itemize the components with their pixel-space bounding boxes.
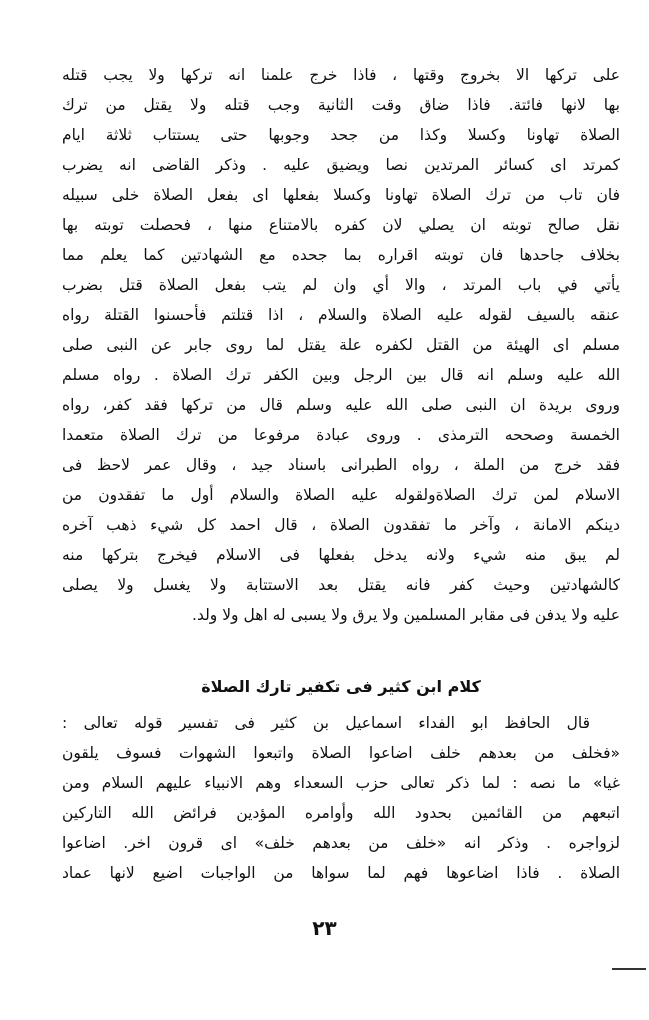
- text-line: عليه ولا يدفن فى مقابر المسلمين ولا يرق ولا يسبى له اهل ولا ولد.: [192, 606, 620, 624]
- text-line: دينكم الامانة ، وآخر ما تفقدون الصلاة ، قال احمد كل شيء ذهب آخره: [62, 516, 620, 534]
- text-line: كمرتد اى كسائر المرتدين نصا ويضيق عليه . وذكر القاضى انه يضرب: [62, 156, 620, 174]
- text-line: الاسلام لمن ترك الصلاةولقوله عليه الصلاة والسلام أول ما تفقدون من: [62, 486, 620, 504]
- text-line: فقد خرج من الملة ، رواه الطبرانى باسناد جيد ، وقال عمر لاحظ فى: [62, 456, 620, 474]
- text-line: الله عليه وسلم انه قال بين الرجل وبين الكفر ترك الصلاة . رواه مسلم: [62, 366, 620, 384]
- text-line: اتبعهم من القائمين بحدود الله وأوامره المؤدين فرائض الله التاركين: [62, 804, 620, 822]
- text-line: بها لانها فائتة. فاذا ضاق وقت الثانية وجب قتله ولا يقتل من ترك: [62, 96, 620, 114]
- text-line: لم يبق منه شيء ولانه يدخل بفعلها فى الاسلام فيخرج بتركها منه: [62, 546, 620, 564]
- text-line: لزواجره . وذكر انه «خلف من بعدهم خلف» اى قرون اخر. اضاعوا: [62, 834, 620, 852]
- text-line: عنقه بالسيف لقوله عليه الصلاة والسلام ، اذا قتلتم فأحسنوا القتلة رواه: [62, 306, 620, 324]
- page-number: ٢٣: [312, 916, 337, 940]
- text-line: الصلاة . فاذا اضاعوها فهم لما سواها من الواجبات اضيع لانها عماد: [62, 864, 620, 882]
- text-line: «فخلف من بعدهم خلف اضاعوا الصلاة واتبعوا الشهوات فسوف يلقون: [62, 744, 620, 762]
- section-heading: كلام ابن كثير فى تكفير تارك الصلاة: [201, 677, 481, 696]
- text-line: مسلم اى الهيئة من القتل لكفره علة يقتل لما روى جابر عن النبى صلى: [62, 336, 620, 354]
- text-line: نقل صالح توبته ان يصلي لان كفره بالامتناع منها ، فحصلت توبته بها: [62, 216, 620, 234]
- text-line: الصلاة تهاونا وكسلا وكذا من جحد وجوبها حتى يستتاب ثلاثة ايام: [62, 126, 620, 144]
- paragraph-ibn-kathir: [62, 708, 620, 888]
- text-line: الخمسة وصححه الترمذى . وروى عبادة مرفوعا من ترك الصلاة متعمدا: [62, 426, 620, 444]
- text-line: يأتي في باب المرتد ، والا أي وان لم يتب بفعل الصلاة قتل بضرب: [62, 276, 620, 294]
- text-line: كالشهادتين وحيث كفر فانه يقتل بعد الاستتابة ولا يغسل ولا يصلى: [62, 576, 620, 594]
- text-line: على تركها الا بخروج وقتها ، فاذا خرج علمنا انه تركها ولا يجب قتله: [62, 66, 620, 84]
- text-line: قال الحافظ ابو الفداء اسماعيل بن كثير فى تفسير قوله تعالى :: [62, 714, 590, 732]
- text-line: فان تاب من ترك الصلاة تهاونا وكسلا بفعلها اى بفعل الصلاة خلى سبيله: [62, 186, 620, 204]
- paragraph-ibn-qudama: [62, 60, 620, 630]
- text-line: غيا» ما نصه : لما ذكر تعالى حزب السعداء وهم الانبياء عليهم السلام ومن: [62, 774, 620, 792]
- text-line: بخلاف جاحدها فان توبته اقراره بما جحده مع الشهادتين كما يعلم مما: [62, 246, 620, 264]
- text-line: وروى بريدة ان النبى صلى الله عليه وسلم قال من تركها فقد كفر، رواه: [62, 396, 620, 414]
- scan-edge-mark: [612, 968, 646, 972]
